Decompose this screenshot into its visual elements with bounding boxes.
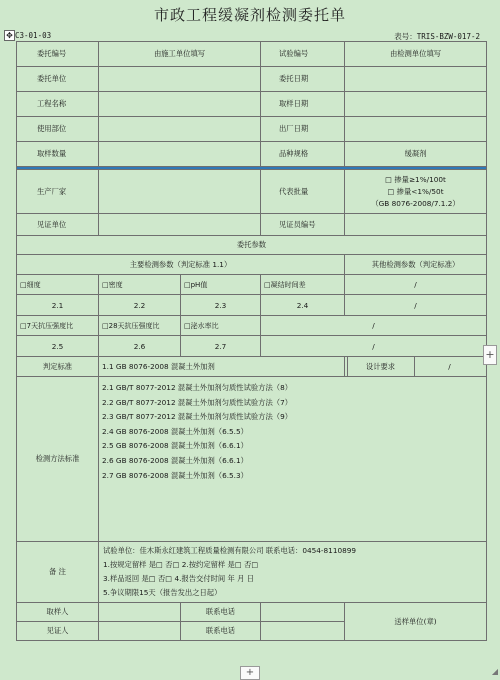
- row-commission-number: [17, 42, 487, 67]
- param-density[interactable]: □密度: [99, 275, 181, 295]
- variety-field[interactable]: 缓凝剂: [345, 142, 487, 167]
- sampling-date-field[interactable]: [345, 92, 487, 117]
- param-code: 2.2: [99, 295, 181, 316]
- judgement-value: 1.1 GB 8076-2008 混凝土外加剂: [99, 357, 345, 377]
- row-judgement: [17, 357, 487, 377]
- remark-line: 5.争议期限15天（报告发出之日起）: [103, 588, 222, 597]
- commission-form-table: [16, 41, 487, 641]
- table-move-handle-icon[interactable]: ✥: [4, 30, 15, 41]
- method-item: 2.4 GB 8076-2008 混凝土外加剂（6.5.5）: [102, 426, 248, 436]
- remarks-label: 备 注: [17, 542, 99, 603]
- witness-number-label: 见证员编号: [261, 214, 345, 236]
- variety-label: 品种规格: [261, 142, 345, 167]
- batch-option-small[interactable]: □ 掺量<1%/50t: [387, 186, 444, 196]
- client-label: 委托单位: [17, 67, 99, 92]
- param-code: 2.3: [181, 295, 261, 316]
- batch-standard: （GB 8076-2008/7.1.2）: [371, 198, 460, 208]
- param-ph[interactable]: □pH值: [181, 275, 261, 295]
- other-param-4: /: [261, 336, 487, 357]
- method-item: 2.2 GB/T 8077-2012 混凝土外加剂匀质性试验方法（7）: [102, 397, 293, 407]
- sending-unit-seal: 送样单位(章): [345, 603, 487, 641]
- remark-line[interactable]: 3.样品返回 是□ 否□ 4.报告交付时间 年 月 日: [103, 574, 255, 583]
- method-standards-label: 检测方法标准: [17, 377, 99, 542]
- params-header: 委托参数: [17, 236, 487, 255]
- commission-number-field[interactable]: 由施工单位填写: [99, 42, 261, 67]
- manufacturer-field[interactable]: [99, 170, 261, 214]
- remark-line[interactable]: 1.按规定留样 是□ 否□ 2.按约定留样 是□ 否□: [103, 560, 259, 569]
- commission-number-label: 委托编号: [17, 42, 99, 67]
- form-title: 市政工程缓凝剂检测委托单: [153, 6, 346, 24]
- manufacture-date-field[interactable]: [345, 117, 487, 142]
- commission-date-field[interactable]: [345, 67, 487, 92]
- row-location: [17, 117, 487, 142]
- row-params-4: [17, 336, 487, 357]
- param-bleeding-ratio[interactable]: □泌水率比: [181, 316, 261, 336]
- remark-line: 试验单位：佳木斯永红建筑工程质量检测有限公司 联系电话：0454-8110899: [103, 546, 357, 555]
- project-name-field[interactable]: [99, 92, 261, 117]
- other-param-2: /: [345, 295, 487, 316]
- remarks-content: [99, 542, 487, 603]
- witness-field[interactable]: [99, 622, 181, 641]
- row-params-3: [17, 316, 487, 336]
- design-requirement-label: 设计要求: [347, 357, 415, 376]
- param-7d-strength-ratio[interactable]: □7天抗压强度比: [17, 316, 99, 336]
- batch-label: 代表批量: [261, 170, 345, 214]
- row-remarks: [17, 542, 487, 603]
- judgement-label: 判定标准: [17, 357, 99, 377]
- row-quantity: [17, 142, 487, 167]
- witness-number-field[interactable]: [345, 214, 487, 236]
- test-number-field[interactable]: 由检测单位填写: [345, 42, 487, 67]
- row-sampler: [17, 603, 487, 622]
- row-witness-unit: [17, 214, 487, 236]
- row-params-2: [17, 295, 487, 316]
- client-field[interactable]: [99, 67, 261, 92]
- form-number: 表号：TRIS-BZW-017-2: [394, 32, 480, 41]
- witness-unit-field[interactable]: [99, 214, 261, 236]
- row-project: [17, 92, 487, 117]
- usage-location-label: 使用部位: [17, 117, 99, 142]
- sampler-phone-label: 联系电话: [181, 603, 261, 622]
- manufacturer-label: 生产厂家: [17, 170, 99, 214]
- method-item: 2.7 GB 8076-2008 混凝土外加剂（6.5.3）: [102, 470, 248, 480]
- batch-options: [345, 170, 487, 214]
- usage-location-field[interactable]: [99, 117, 261, 142]
- witness-phone-label: 联系电话: [181, 622, 261, 641]
- document-number: C3-01-03: [15, 31, 52, 40]
- row-manufacturer: [17, 170, 487, 214]
- method-standards-list: [99, 377, 487, 542]
- param-code: 2.5: [17, 336, 99, 357]
- row-methods: [17, 377, 487, 542]
- param-code: 2.6: [99, 336, 181, 357]
- sample-quantity-label: 取样数量: [17, 142, 99, 167]
- witness-phone-field[interactable]: [261, 622, 345, 641]
- batch-option-large[interactable]: □ 掺量≥1%/100t: [385, 174, 446, 184]
- add-column-plus-icon[interactable]: +: [483, 345, 497, 365]
- method-item: 2.6 GB 8076-2008 混凝土外加剂（6.6.1）: [102, 455, 248, 465]
- design-requirement-value: /: [448, 362, 451, 371]
- method-item: 2.3 GB/T 8077-2012 混凝土外加剂匀质性试验方法（9）: [102, 412, 293, 422]
- sampler-phone-field[interactable]: [261, 603, 345, 622]
- param-code: 2.1: [17, 295, 99, 316]
- param-28d-strength-ratio[interactable]: □28天抗压强度比: [99, 316, 181, 336]
- design-requirement-cell: [345, 357, 487, 377]
- sampler-label: 取样人: [17, 603, 99, 622]
- method-item: 2.5 GB 8076-2008 混凝土外加剂（6.6.1）: [102, 441, 248, 451]
- row-params-header: [17, 236, 487, 255]
- other-param-3: /: [261, 316, 487, 336]
- sampler-field[interactable]: [99, 603, 181, 622]
- test-number-label: 试验编号: [261, 42, 345, 67]
- main-params-header: 主要检测参数（判定标准 1.1）: [17, 255, 345, 275]
- param-code: 2.4: [261, 295, 345, 316]
- commission-date-label: 委托日期: [261, 67, 345, 92]
- add-row-plus-icon[interactable]: +: [240, 666, 260, 680]
- other-param-1: /: [345, 275, 487, 295]
- row-params-1: [17, 275, 487, 295]
- param-fineness[interactable]: □细度: [17, 275, 99, 295]
- param-setting-time-diff[interactable]: □凝结时间差: [261, 275, 345, 295]
- row-params-subheader: [17, 255, 487, 275]
- project-name-label: 工程名称: [17, 92, 99, 117]
- other-params-header: 其他检测参数（判定标准）: [345, 255, 487, 275]
- witness-unit-label: 见证单位: [17, 214, 99, 236]
- method-item: 2.1 GB/T 8077-2012 混凝土外加剂匀质性试验方法（8）: [102, 383, 293, 392]
- sample-quantity-field[interactable]: [99, 142, 261, 167]
- witness-label: 见证人: [17, 622, 99, 641]
- manufacture-date-label: 出厂日期: [261, 117, 345, 142]
- row-client: [17, 67, 487, 92]
- resize-handle-icon[interactable]: ◢: [491, 667, 498, 676]
- sampling-date-label: 取样日期: [261, 92, 345, 117]
- param-code: 2.7: [181, 336, 261, 357]
